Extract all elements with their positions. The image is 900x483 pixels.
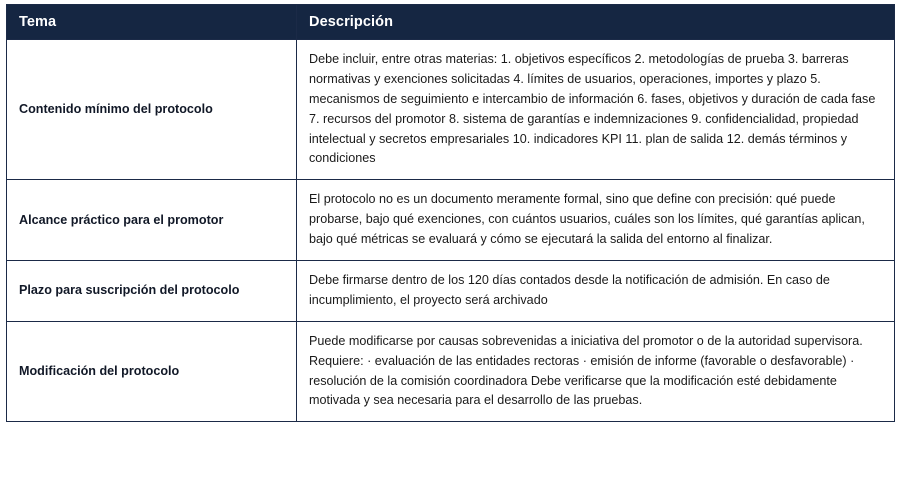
table-body (7, 40, 895, 422)
table-row (7, 180, 895, 261)
cell-tema: Plazo para suscripción del protocolo (7, 261, 297, 322)
column-header-descripcion: Descripción (297, 5, 895, 40)
cell-descripcion: Puede modificarse por causas sobrevenidas a iniciativa del promotor o de la autoridad supervisora. Requiere: · evaluación de las entidades rectoras · emisión de informe (favorable o desfavorable) · resolución de la comisión coordinadora Debe verificarse que la modificación esté debidamente motivada y sea necesaria para el desarrollo de las pruebas. (297, 321, 895, 422)
table-row (7, 40, 895, 180)
table-header (7, 5, 895, 40)
cell-tema: Contenido mínimo del protocolo (7, 40, 297, 180)
table-row (7, 321, 895, 422)
cell-tema: Modificación del protocolo (7, 321, 297, 422)
protocol-table (6, 4, 895, 422)
cell-tema: Alcance práctico para el promotor (7, 180, 297, 261)
cell-descripcion: El protocolo no es un documento meramente formal, sino que define con precisión: qué puede probarse, bajo qué exenciones, con cuántos usuarios, cuáles son los límites, qué garantías aplican, bajo qué métricas se evaluará y cómo se ejecutará la salida del entorno al finalizar. (297, 180, 895, 261)
table-row (7, 261, 895, 322)
column-header-tema: Tema (7, 5, 297, 40)
cell-descripcion: Debe firmarse dentro de los 120 días contados desde la notificación de admisión. En caso de incumplimiento, el proyecto será archivado (297, 261, 895, 322)
table-header-row (7, 5, 895, 40)
cell-descripcion: Debe incluir, entre otras materias: 1. objetivos específicos 2. metodologías de prueba 3. barreras normativas y exenciones solicitadas 4. límites de usuarios, operaciones, importes y plazo 5. mecanismos de seguimiento e intercambio de información 6. fases, objetivos y duración de cada fase 7. recursos del promotor 8. sistema de garantías e indemnizaciones 9. confidencialidad, propiedad intelectual y secretos empresariales 10. indicadores KPI 11. plan de salida 12. demás términos y condiciones (297, 40, 895, 180)
